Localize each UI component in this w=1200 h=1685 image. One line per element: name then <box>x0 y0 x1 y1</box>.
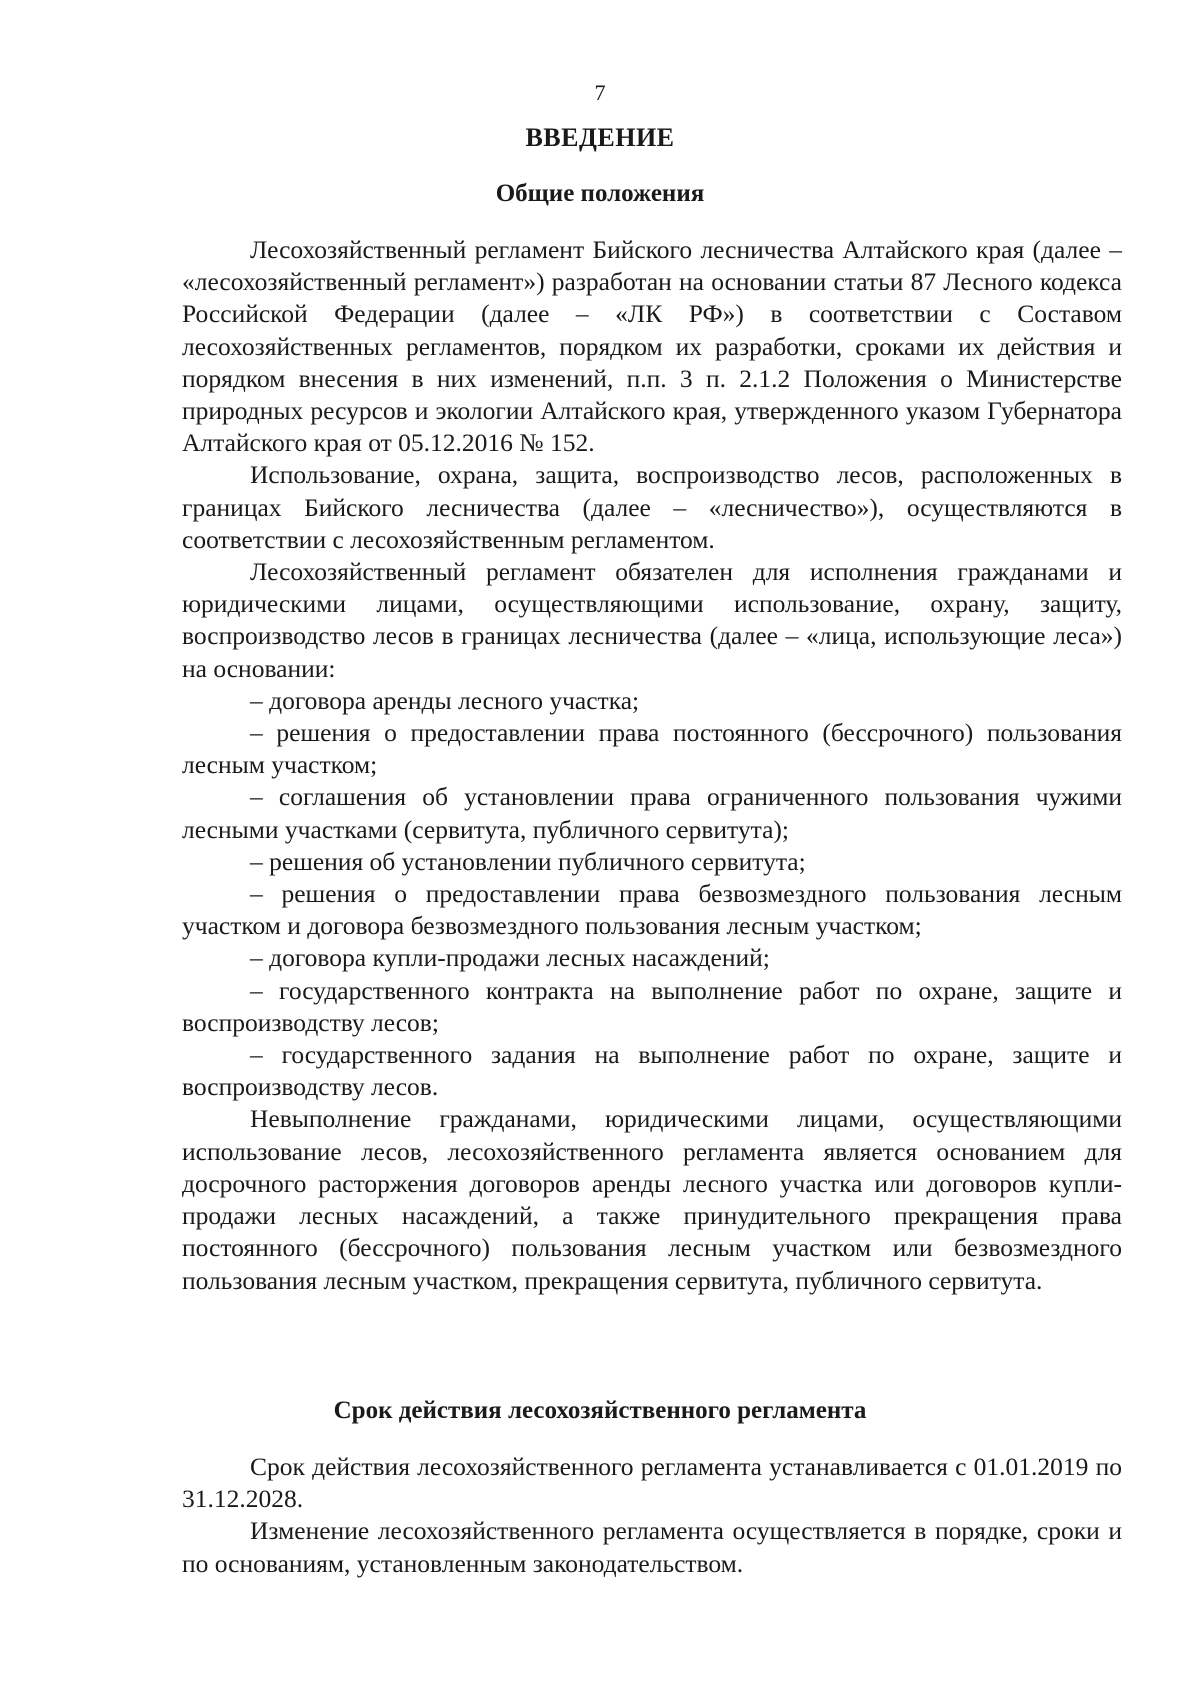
list-item: – государственного контракта на выполнение работ по охране, защите и воспроизводству лесов; <box>182 975 1122 1037</box>
section-heading-general: Общие положения <box>495 180 705 207</box>
paragraph: Изменение лесохозяйственного регламента осуществляется в порядке, сроки и по основаниям, установленным законодательством. <box>182 1516 1122 1578</box>
paragraph: Использование, охрана, защита, воспроизводство лесов, расположенных в границах Бийского лесничества (далее – «лесничество»), осуществляются в соответствии с лесохозяйственным регламентом. <box>182 460 1122 554</box>
list-item: – решения о предоставлении права безвозмездного пользования лесным участком и договора безвозмездного пользования лесным участком; <box>182 879 1122 941</box>
paragraph: Лесохозяйственный регламент обязателен для исполнения гражданами и юридическими лицами, осуществляющими использование, охрану, защиту, воспроизводство лесов в границах лесничества (далее – «лица, использующие леса») на основании: <box>182 557 1122 683</box>
list-item: – договора аренды лесного участка; <box>250 685 640 715</box>
paragraph: Срок действия лесохозяйственного регламента устанавливается с 01.01.2019 по 31.12.2028. <box>182 1452 1122 1514</box>
list-item: – государственного задания на выполнение работ по охране, защите и воспроизводству лесов. <box>182 1040 1122 1102</box>
paragraph: Невыполнение гражданами, юридическими лицами, осуществляющими использование лесов, лесохозяйственного регламента является основанием для досрочного расторжения договоров аренды лесного участка или договоров купли-продажи лесных насаждений, а также принудительного прекращения права постоянного (бессрочного) пользования лесным участком или безвозмездного пользования лесным участком, прекращения сервитута, публичного сервитута. <box>182 1104 1122 1295</box>
list-item: – решения об установлении публичного сервитута; <box>250 846 806 876</box>
term-text <box>182 1451 1122 1580</box>
page-number: 7 <box>594 80 606 105</box>
list-item: – решения о предоставлении права постоянного (бессрочного) пользования лесным участком; <box>182 718 1122 780</box>
paragraph: Лесохозяйственный регламент Бийского лесничества Алтайского края (далее – «лесохозяйственный регламент») разработан на основании статьи 87 Лесного кодекса Российской Федерации (далее – «ЛК РФ») в соответствии с Составом лесохозяйственных регламентов, порядком их разработки, сроками их действия и порядком внесения в них изменений, п.п. 3 п. 2.1.2 Положения о Министерстве природных ресурсов и экологии Алтайского края, утвержденного указом Губернатора Алтайского края от 05.12.2016 № 152. <box>182 235 1122 458</box>
page-title: ВВЕДЕНИЕ <box>525 123 675 152</box>
section-heading-term: Срок действия лесохозяйственного регламента <box>333 1397 867 1424</box>
list-item: – договора купли-продажи лесных насаждений; <box>250 943 770 973</box>
list-item: – соглашения об установлении права ограниченного пользования чужими лесными участками (сервитута, публичного сервитута); <box>182 782 1122 844</box>
general-provisions-text <box>182 234 1122 1297</box>
